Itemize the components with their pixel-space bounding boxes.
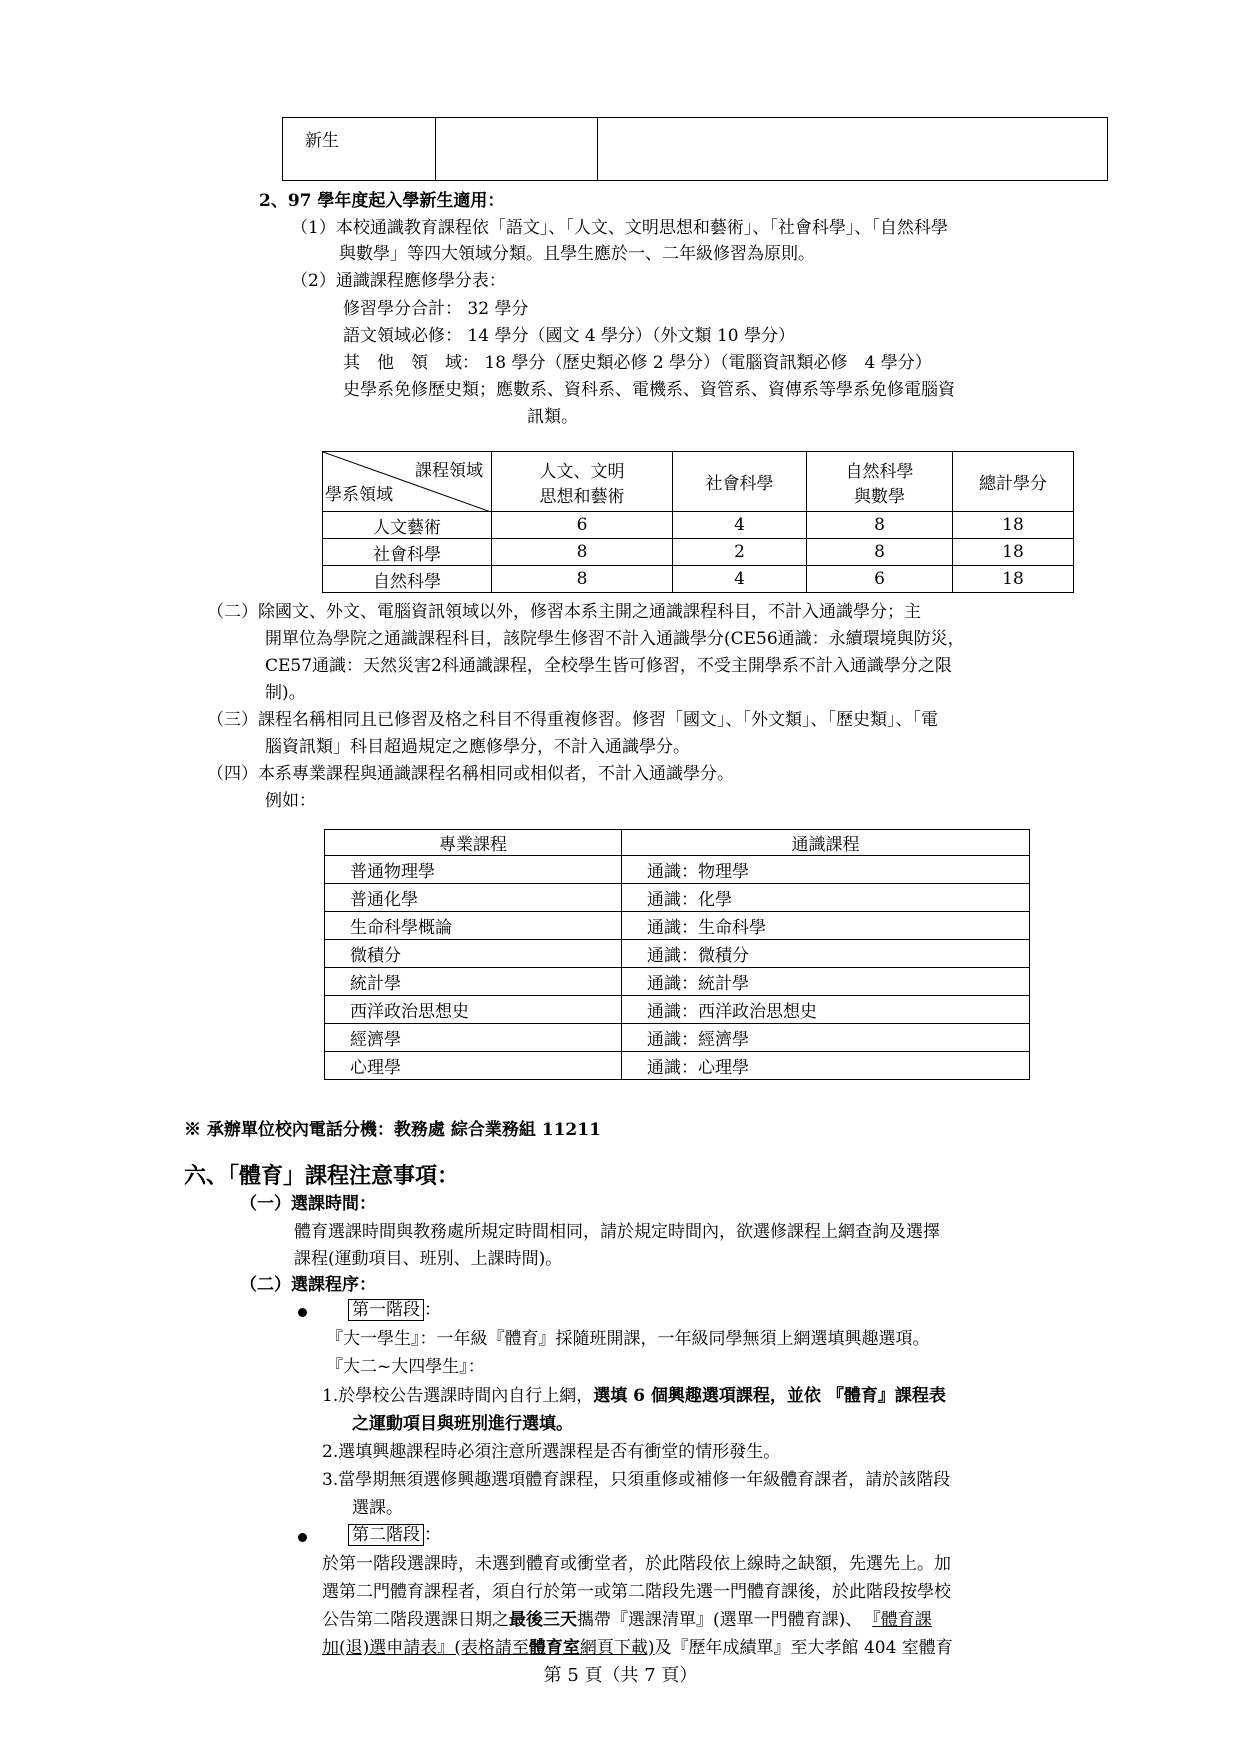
domain-cell: 6 bbox=[492, 512, 673, 539]
rule4-line2: 例如： bbox=[265, 791, 316, 811]
credit-total: 修習學分合計： 32 學分 bbox=[343, 299, 529, 319]
stage2-line2: 選第二門體育課程者，須自行於第一或第二階段先選一門體育課後，於此階段按學校 bbox=[322, 1582, 951, 1602]
domain-row-name: 自然科學 bbox=[323, 566, 492, 593]
domain-col-science bbox=[807, 452, 953, 512]
sec6-s1-line2: 課程(運動項目、班別、上課時間)。 bbox=[294, 1249, 563, 1269]
course-major: 心理學 bbox=[325, 1052, 622, 1080]
course-general: 通識：經濟學 bbox=[622, 1024, 1030, 1052]
rule2-line2: 開單位為學院之通識課程科目，該院學生修習不計入通識學分(CE56通識：永續環境與防災， bbox=[265, 629, 965, 649]
domain-cell: 2 bbox=[673, 539, 807, 566]
sec6-s1: （一）選課時間： bbox=[240, 1194, 376, 1214]
domain-col-humanities bbox=[492, 452, 673, 512]
contact-note: ※ 承辦單位校內電話分機：教務處 綜合業務組 11211 bbox=[184, 1120, 601, 1140]
course-general: 通識：西洋政治思想史 bbox=[622, 996, 1030, 1024]
course-header-major: 專業課程 bbox=[325, 830, 622, 856]
domain-table-corner bbox=[323, 452, 492, 512]
course-header-general: 通識課程 bbox=[622, 830, 1030, 856]
stage1-item3-line1: 3.當學期無須選修興趣選項體育課程，只須重修或補修一年級體育課者，請於該階段 bbox=[322, 1470, 951, 1490]
course-general: 通識：物理學 bbox=[622, 856, 1030, 884]
course-general: 通識：心理學 bbox=[622, 1052, 1030, 1080]
domain-cell: 18 bbox=[953, 539, 1074, 566]
rule3-line2: 腦資訊類」科目超過規定之應修學分，不計入通識學分。 bbox=[265, 737, 690, 757]
stage2-colon: ： bbox=[424, 1525, 441, 1545]
credit-language: 語文領域必修： 14 學分（國文 4 學分）（外文類 10 學分） bbox=[343, 326, 796, 346]
item1-pre: 1.於學校公告選課時間內自行上網， bbox=[322, 1386, 594, 1406]
sec2-p1-line2: 與數學」等四大領域分類。且學生應於一、二年級修習為原則。 bbox=[339, 244, 815, 264]
stage1-item1-line1 bbox=[322, 1381, 946, 1406]
domain-cell: 8 bbox=[492, 566, 673, 593]
domain-cell: 4 bbox=[673, 512, 807, 539]
sec6-s2: （二）選課程序： bbox=[240, 1275, 376, 1295]
stage2-box: 第二階段 bbox=[348, 1524, 424, 1546]
credit-exempt-cont: 訊類。 bbox=[527, 407, 578, 427]
top-table bbox=[282, 117, 1108, 181]
course-major: 普通化學 bbox=[325, 884, 622, 912]
corner-top-label: 課程領域 bbox=[415, 461, 483, 481]
domain-cell: 8 bbox=[492, 539, 673, 566]
st2-l4d: 及『歷年成績單』至大孝館 404 室體育 bbox=[654, 1638, 953, 1658]
domain-cell: 6 bbox=[807, 566, 953, 593]
domain-col-humanities-l2: 思想和藝術 bbox=[539, 486, 625, 507]
stage2-line4 bbox=[322, 1633, 953, 1658]
course-major: 統計學 bbox=[325, 968, 622, 996]
course-major: 微積分 bbox=[325, 940, 622, 968]
sec6-s1-line1: 體育選課時間與教務處所規定時間相同，請於規定時間內，欲選修課程上網查詢及選擇 bbox=[294, 1222, 940, 1242]
st2-l3c: 攜帶『選課清單』(選單一門體育課)、 bbox=[577, 1610, 863, 1630]
st2-l3a: 公告第二階段選課日期之 bbox=[322, 1610, 509, 1630]
stage1-box: 第一階段 bbox=[348, 1299, 424, 1321]
corner-bottom-label: 學系領域 bbox=[325, 485, 393, 505]
st2-l4b: 體育室 bbox=[528, 1638, 580, 1658]
sec2-heading: 2、97 學年度起入學新生適用： bbox=[259, 191, 505, 211]
stage1-line1: 『大一學生』：一年級『體育』採隨班開課，一年級同學無須上網選填興趣選項。 bbox=[326, 1329, 930, 1349]
domain-col-science-l2: 與數學 bbox=[854, 486, 905, 507]
st2-l4c: 網頁下載) bbox=[579, 1638, 655, 1658]
domain-col-humanities-l1: 人文、文明 bbox=[539, 461, 625, 482]
course-major: 西洋政治思想史 bbox=[325, 996, 622, 1024]
item1-bold1: 選填 6 個興趣選項課程，並依 『體育』課程表 bbox=[593, 1386, 946, 1406]
course-general: 通識：生命科學 bbox=[622, 912, 1030, 940]
domain-col-science-l1: 自然科學 bbox=[845, 461, 914, 482]
stage1-colon: ： bbox=[424, 1300, 441, 1320]
page-footer: 第 5 頁（共 7 頁） bbox=[543, 1665, 698, 1686]
st2-l4a: 加(退)選申請表』(表格請至 bbox=[322, 1638, 529, 1658]
domain-col-social: 社會科學 bbox=[673, 452, 807, 512]
course-major: 普通物理學 bbox=[325, 856, 622, 884]
top-table-cell: 新生 bbox=[283, 118, 436, 181]
stage2-label bbox=[348, 1520, 441, 1545]
stage2-line3 bbox=[322, 1605, 932, 1630]
credit-other: 其 他 領 域： 18 學分（歷史類必修 2 學分）（電腦資訊類必修 4 學分） bbox=[343, 353, 932, 373]
domain-col-total: 總計學分 bbox=[953, 452, 1074, 512]
course-general: 通識：統計學 bbox=[622, 968, 1030, 996]
course-general: 通識：微積分 bbox=[622, 940, 1030, 968]
course-general: 通識：化學 bbox=[622, 884, 1030, 912]
st2-l3d: 『體育課 bbox=[872, 1610, 932, 1630]
sec2-p2: （2）通識課程應修學分表： bbox=[291, 271, 506, 291]
credit-exempt: 史學系免修歷史類；應數系、資科系、電機系、資管系、資傳系等學系免修電腦資 bbox=[343, 380, 955, 400]
stage1-line2: 『大二~大四學生』： bbox=[326, 1357, 485, 1377]
domain-cell: 8 bbox=[807, 512, 953, 539]
sec2-p1-line1: （1）本校通識教育課程依「語文」、「人文、文明思想和藝術」、「社會科學」、「自然科學 bbox=[291, 218, 948, 238]
rule2-line1: （二）除國文、外文、電腦資訊領域以外，修習本系主開之通識課程科目，不計入通識學分；主 bbox=[207, 602, 921, 622]
stage2-line1: 於第一階段選課時，未選到體育或衝堂者，於此階段依上線時之缺額，先選先上。加 bbox=[322, 1554, 951, 1574]
domain-row-name: 人文藝術 bbox=[323, 512, 492, 539]
rule2-line3: CE57通識：天然災害2科通識課程，全校學生皆可修習，不受主開學系不計入通識學分之限 bbox=[265, 656, 952, 676]
course-major: 經濟學 bbox=[325, 1024, 622, 1052]
rule3-line1: （三）課程名稱相同且已修習及格之科目不得重複修習。修習「國文」、「外文類」、「歷史類」、「電 bbox=[207, 710, 938, 730]
course-major: 生命科學概論 bbox=[325, 912, 622, 940]
domain-cell: 4 bbox=[673, 566, 807, 593]
rule4-line1: （四）本系專業課程與通識課程名稱相同或相似者，不計入通識學分。 bbox=[207, 764, 734, 784]
domain-cell: 18 bbox=[953, 512, 1074, 539]
st2-l3b: 最後三天 bbox=[509, 1610, 577, 1630]
domain-cell: 18 bbox=[953, 566, 1074, 593]
stage1-item1-line2: 之運動項目與班別進行選填。 bbox=[352, 1414, 573, 1434]
bullet-icon bbox=[298, 1527, 307, 1547]
domain-row-name: 社會科學 bbox=[323, 539, 492, 566]
stage1-item3-line2: 選課。 bbox=[352, 1498, 403, 1518]
rule2-line4: 制)。 bbox=[265, 683, 306, 703]
stage1-label bbox=[348, 1295, 441, 1320]
bullet-icon bbox=[298, 1302, 307, 1322]
course-table bbox=[324, 829, 1030, 1080]
sec6-heading: 六、「體育」課程注意事項： bbox=[184, 1163, 460, 1189]
domain-cell: 8 bbox=[807, 539, 953, 566]
stage1-item2: 2.選填興趣課程時必須注意所選課程是否有衝堂的情形發生。 bbox=[322, 1442, 781, 1462]
domain-table bbox=[322, 451, 1074, 593]
